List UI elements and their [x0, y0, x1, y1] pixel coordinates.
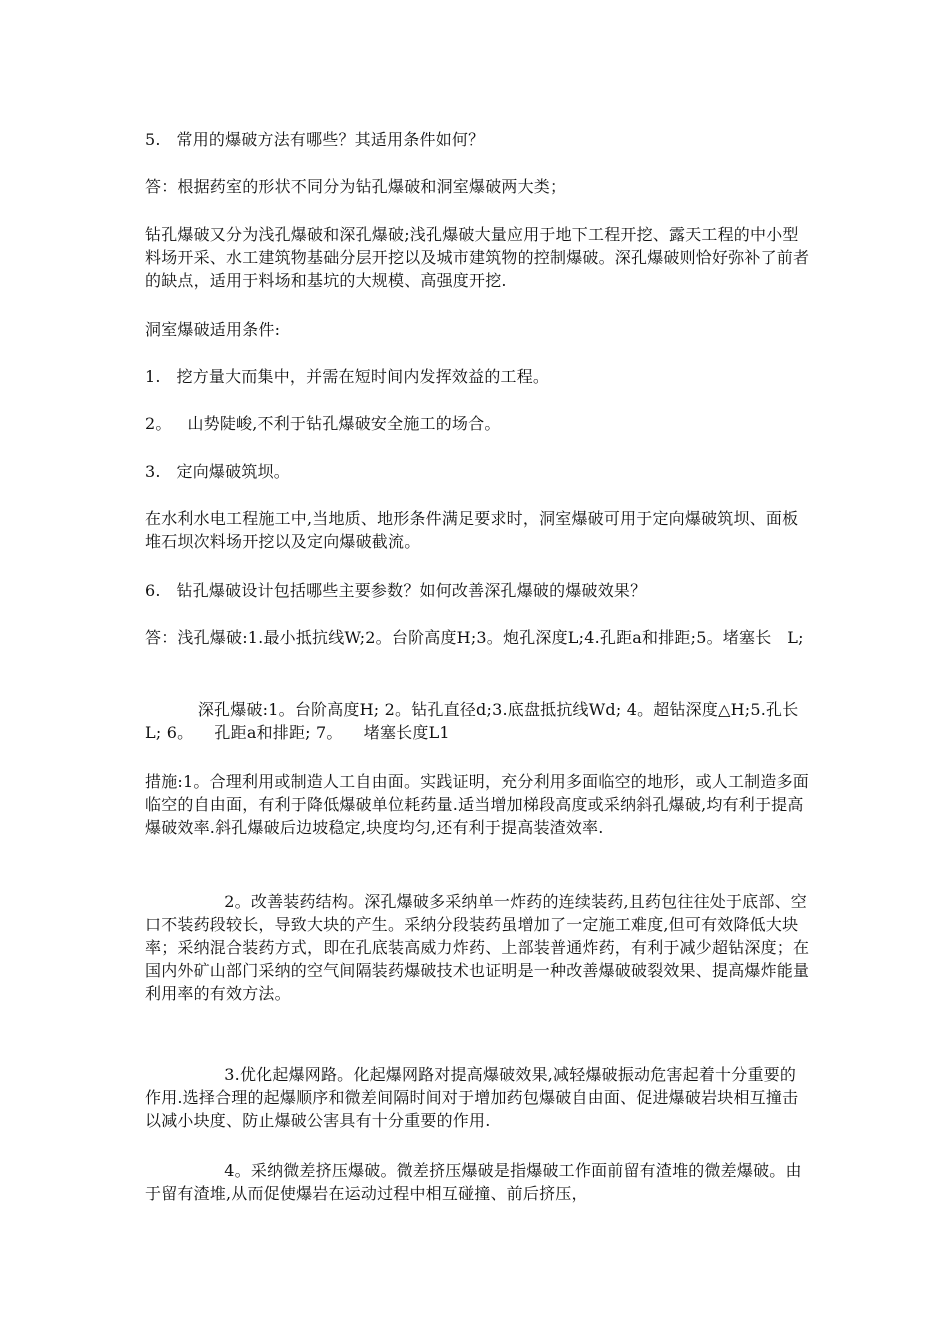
- question-6: 6. 钻孔爆破设计包括哪些主要参数？如何改善深孔爆破的爆破效果？: [145, 581, 647, 600]
- answer-6-shallow: 答：浅孔爆破:1.最小抵抗线W;2。台阶高度H;3。炮孔深度L;4.孔距a和排距;5。堵塞长 L;: [145, 628, 804, 647]
- chamber-condition-1: 1. 挖方量大而集中，并需在短时间内发挥效益的工程。: [145, 367, 550, 386]
- measure-1-paragraph: 措施:1。合理利用或制造人工自由面。实践证明，充分利用多面临空的地形，或人工制造多面临空的自由面，有利于降低爆破单位耗药量.适当增加梯段高度或采纳斜孔爆破,均有利于提高爆破效率.斜孔爆破后边坡稳定,块度均匀,还有利于提高装渣效率.: [145, 772, 809, 837]
- chamber-condition-3: 3. 定向爆破筑坝。: [145, 462, 290, 481]
- measure-4-paragraph: 4。采纳微差挤压爆破。微差挤压爆破是指爆破工作面前留有渣堆的微差爆破。由于留有渣堆,从而促使爆岩在运动过程中相互碰撞、前后挤压，: [145, 1161, 802, 1203]
- drill-blasting-paragraph: 钻孔爆破又分为浅孔爆破和深孔爆破;浅孔爆破大量应用于地下工程开挖、露天工程的中小型料场开采、水工建筑物基础分层开挖以及城市建筑物的控制爆破。深孔爆破则恰好弥补了前者的缺点，适用于料场和基坑的大规模、高强度开挖.: [145, 225, 810, 290]
- answer-5-intro: 答：根据药室的形状不同分为钻孔爆破和洞室爆破两大类；: [145, 177, 567, 196]
- answer-6-deep: 深孔爆破:1。台阶高度H; 2。钻孔直径d;3.底盘抵抗线Wd; 4。超钻深度△H;5.孔长L; 6。 孔距a和排距; 7。 堵塞长度L1: [145, 700, 799, 742]
- question-5: 5. 常用的爆破方法有哪些？其适用条件如何？: [145, 130, 485, 149]
- chamber-conditions-heading: 洞室爆破适用条件:: [145, 320, 281, 339]
- chamber-condition-2: 2。 山势陡峻,不利于钻孔爆破安全施工的场合。: [145, 414, 501, 433]
- measure-2-paragraph: 2。改善装药结构。深孔爆破多采纳单一炸药的连续装药,且药包往往处于底部、空口不装药段较长，导致大块的产生。采纳分段装药虽增加了一定施工难度,但可有效降低大块率；采纳混合装药方式，即在孔底装高威力炸药、上部装普通炸药，有利于减少超钻深度；在国内外矿山部门采纳的空气间隔装药爆破技术也证明是一种改善爆破破裂效果、提高爆炸能量利用率的有效方法。: [145, 892, 810, 1003]
- chamber-usage-paragraph: 在水利水电工程施工中,当地质、地形条件满足要求时，洞室爆破可用于定向爆破筑坝、面板堆石坝次料场开挖以及定向爆破截流。: [145, 509, 799, 551]
- measure-3-paragraph: 3.优化起爆网路。化起爆网路对提高爆破效果,减轻爆破振动危害起着十分重要的作用.选择合理的起爆顺序和微差间隔时间对于增加药包爆破自由面、促进爆破岩块相互撞击以减小块度、防止爆破公害具有十分重要的作用.: [145, 1065, 799, 1130]
